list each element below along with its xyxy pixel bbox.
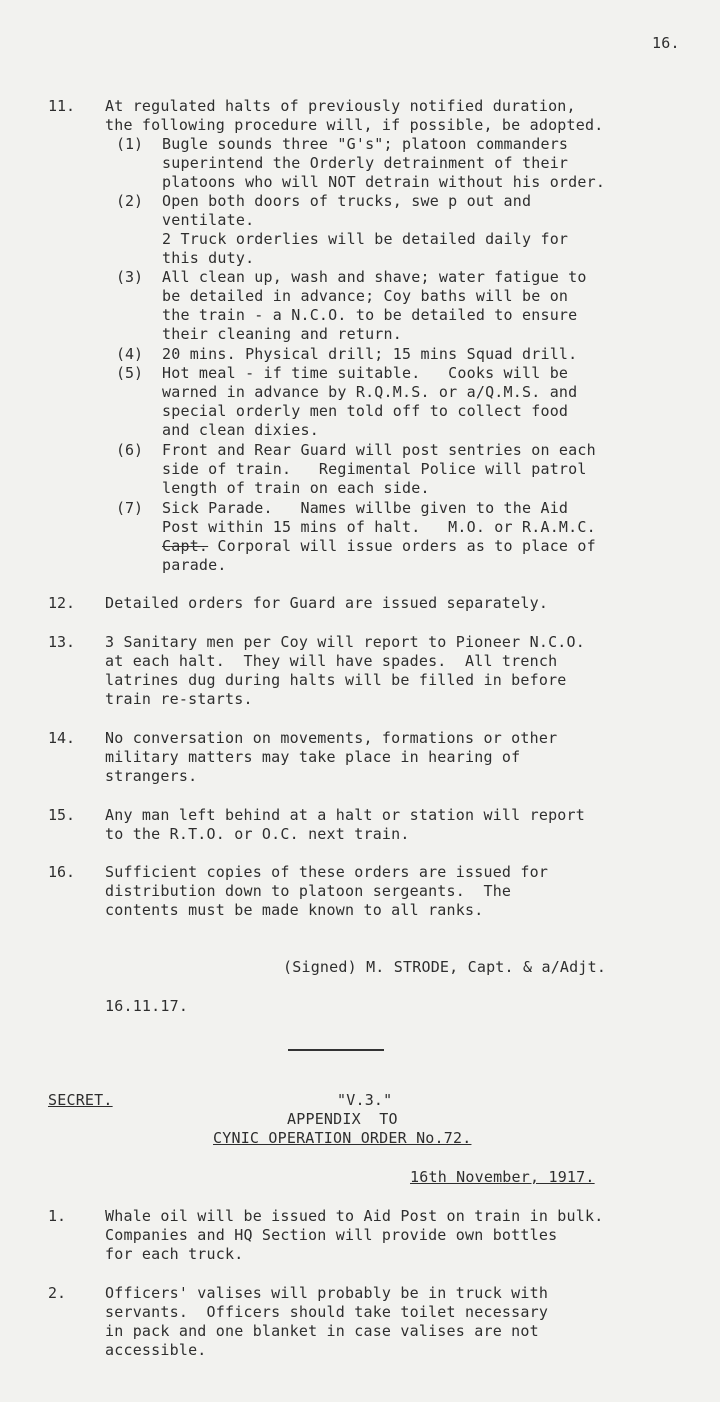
item-13-line-3: latrines dug during halts will be filled in before xyxy=(105,671,567,689)
subitem-2-line-2: ventilate. xyxy=(162,211,255,229)
item-13-line-2: at each halt. They will have spades. All trench xyxy=(105,652,558,670)
subitem-1-line-3: platoons who will NOT detrain without his order. xyxy=(162,173,606,191)
item-11-number: 11. xyxy=(48,97,76,115)
appendix-item-2-number: 2. xyxy=(48,1284,67,1302)
item-13-number: 13. xyxy=(48,633,76,651)
subitem-3-line-1: All clean up, wash and shave; water fatigue to xyxy=(162,268,587,286)
subitem-5-line-1: Hot meal - if time suitable. Cooks will be xyxy=(162,364,569,382)
item-14-line-2: military matters may take place in hearing of xyxy=(105,748,521,766)
appendix-item-2-line-3: in pack and one blanket in case valises are not xyxy=(105,1322,539,1340)
subitem-6-line-2: side of train. Regimental Police will patrol xyxy=(162,460,587,478)
item-14-line-1: No conversation on movements, formations or other xyxy=(105,729,558,747)
section-divider xyxy=(288,1049,384,1051)
subitem-6-line-1: Front and Rear Guard will post sentries on each xyxy=(162,441,596,459)
subitem-7-line-3-rest: Corporal will issue orders as to place of xyxy=(208,537,596,555)
subitem-5-line-3: special orderly men told off to collect food xyxy=(162,402,569,420)
subitem-3-number: (3) xyxy=(116,268,144,286)
item-14-line-3: strangers. xyxy=(105,767,198,785)
subitem-7-line-2: Post within 15 mins of halt. M.O. or R.A.M.C. xyxy=(162,518,596,536)
appendix-item-2-line-2: servants. Officers should take toilet necessary xyxy=(105,1303,549,1321)
appendix-item-1-number: 1. xyxy=(48,1207,67,1225)
subitem-4-number: (4) xyxy=(116,345,144,363)
appendix-date: 16th November, 1917. xyxy=(410,1168,595,1186)
item-15-line-2: to the R.T.O. or O.C. next train. xyxy=(105,825,410,843)
item-14-number: 14. xyxy=(48,729,76,747)
appendix-item-1-line-1: Whale oil will be issued to Aid Post on train in bulk. xyxy=(105,1207,604,1225)
subitem-7-line-3 xyxy=(162,537,596,556)
struck-capt: Capt. xyxy=(162,537,209,555)
subitem-5-line-4: and clean dixies. xyxy=(162,421,319,439)
subitem-1-line-2: superintend the Orderly detrainment of their xyxy=(162,154,569,172)
order-date: 16.11.17. xyxy=(105,997,189,1015)
subitem-5-number: (5) xyxy=(116,364,144,382)
subitem-1-number: (1) xyxy=(116,135,144,153)
subitem-5-line-2: warned in advance by R.Q.M.S. or a/Q.M.S. and xyxy=(162,383,578,401)
appendix-to: APPENDIX TO xyxy=(287,1110,398,1128)
item-13-line-1: 3 Sanitary men per Coy will report to Pioneer N.C.O. xyxy=(105,633,585,651)
subitem-4-line-1: 20 mins. Physical drill; 15 mins Squad drill. xyxy=(162,345,578,363)
subitem-2-line-4: this duty. xyxy=(162,249,255,267)
item-12-number: 12. xyxy=(48,594,76,612)
item-11-line-2: the following procedure will, if possible, be adopted. xyxy=(105,116,604,134)
item-15-line-1: Any man left behind at a halt or station will report xyxy=(105,806,585,824)
subitem-3-line-4: their cleaning and return. xyxy=(162,325,402,343)
subitem-1-line-1: Bugle sounds three "G's"; platoon commanders xyxy=(162,135,569,153)
subitem-3-line-2: be detailed in advance; Coy baths will be on xyxy=(162,287,569,305)
subitem-2-line-3: 2 Truck orderlies will be detailed daily for xyxy=(162,230,569,248)
subitem-7-line-4: parade. xyxy=(162,556,227,574)
appendix-item-2-line-4: accessible. xyxy=(105,1341,207,1359)
item-12-line-1: Detailed orders for Guard are issued separately. xyxy=(105,594,549,612)
signature: (Signed) M. STRODE, Capt. & a/Adjt. xyxy=(283,958,607,976)
secret-label: SECRET. xyxy=(48,1091,113,1109)
page-number: 16. xyxy=(652,34,680,52)
subitem-7-number: (7) xyxy=(116,499,144,517)
subitem-2-number: (2) xyxy=(116,192,144,210)
subitem-2-line-1: Open both doors of trucks, swe p out and xyxy=(162,192,532,210)
subitem-3-line-3: the train - a N.C.O. to be detailed to ensure xyxy=(162,306,578,324)
item-13-line-4: train re-starts. xyxy=(105,690,253,708)
appendix-order: CYNIC OPERATION ORDER No.72. xyxy=(213,1129,472,1147)
subitem-6-number: (6) xyxy=(116,441,144,459)
appendix-item-2-line-1: Officers' valises will probably be in truck with xyxy=(105,1284,549,1302)
item-16-line-3: contents must be made known to all ranks. xyxy=(105,901,484,919)
appendix-item-1-line-3: for each truck. xyxy=(105,1245,244,1263)
item-11-line-1: At regulated halts of previously notified duration, xyxy=(105,97,576,115)
subitem-6-line-3: length of train on each side. xyxy=(162,479,430,497)
appendix-ref: "V.3." xyxy=(337,1091,393,1109)
item-16-line-1: Sufficient copies of these orders are issued for xyxy=(105,863,549,881)
subitem-7-line-1: Sick Parade. Names willbe given to the Aid xyxy=(162,499,569,517)
appendix-item-1-line-2: Companies and HQ Section will provide own bottles xyxy=(105,1226,558,1244)
item-16-number: 16. xyxy=(48,863,76,881)
item-15-number: 15. xyxy=(48,806,76,824)
item-16-line-2: distribution down to platoon sergeants. The xyxy=(105,882,512,900)
